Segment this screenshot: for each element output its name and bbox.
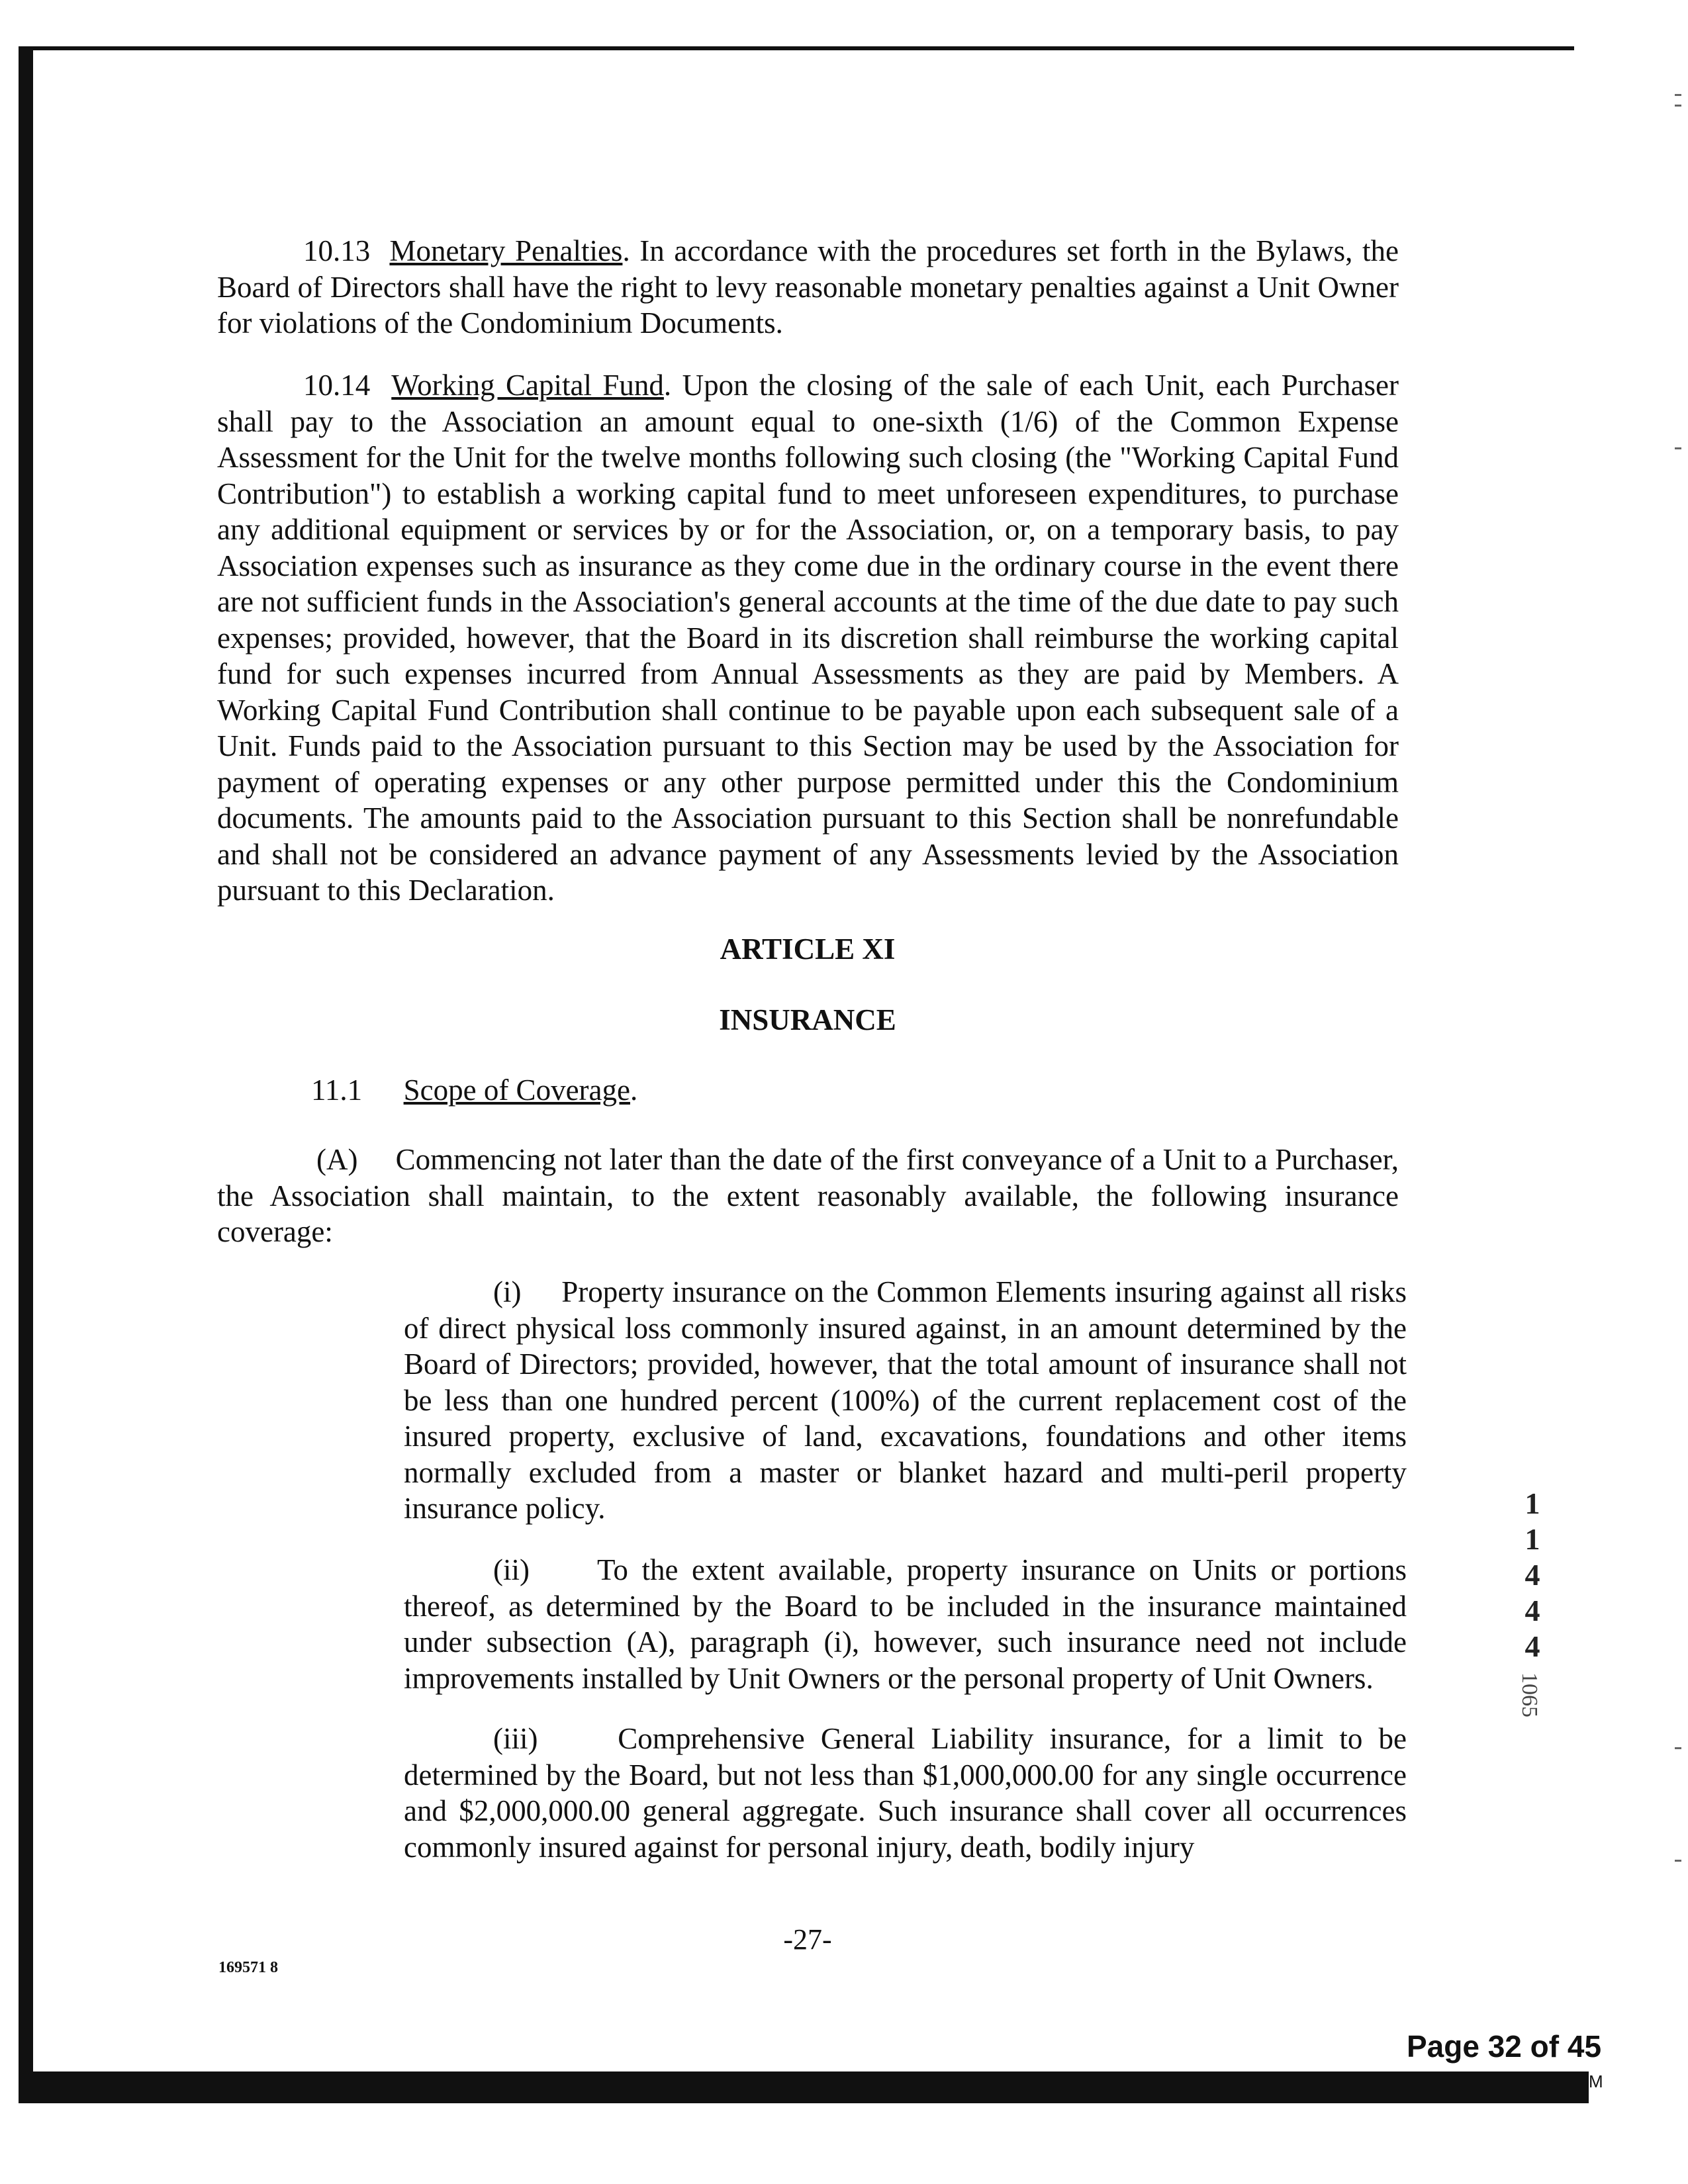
recording-page-number: 1065 (1517, 1672, 1542, 1717)
recording-book-number: 11444 (1524, 1486, 1540, 1663)
page-count: Page 32 of 45 (1407, 2029, 1602, 2064)
scan-border-left (19, 46, 33, 2098)
subparagraph-label: (i) (493, 1275, 522, 1308)
section-title: Working Capital Fund (391, 369, 664, 402)
subparagraph-label: (ii) (493, 1553, 530, 1586)
paragraph-body: Commencing not later than the date of the first conveyance of a Unit to a Purchaser, the Association shall maintain, to the extent reasonably available, the following insurance coverage: (217, 1143, 1399, 1248)
section-title: Scope of Coverage (403, 1073, 630, 1107)
subparagraph-i (404, 1274, 1407, 1527)
subparagraph-ii (404, 1552, 1407, 1696)
subparagraph-label: (iii) (493, 1722, 538, 1755)
scan-border-bottom (19, 2071, 1589, 2103)
section-body: . Upon the closing of the sale of each Unit, each Purchaser shall pay to the Association an amount equal to one-sixth (1/6) of the Common Expense Assessment for the Unit for the twelve months following such closing (the "Working Capital Fund Contribution") to establish a working capital fund to meet unforeseen expenditures, to purchase any additional equipment or services by or for the Association, or, on a temporary basis, to pay Association expenses such as insurance as they come due in the ordinary course in the event there are not sufficient funds in the Association's general accounts at the time of the due date to pay such expenses; provided, however, that the Board in its discretion shall reimburse the working capital fund for such expenses incurred from Annual Assessments as they are paid by Members. A Working Capital Fund Contribution shall continue to be payable upon each subsequent sale of a Unit. Funds paid to the Association pursuant to this Section may be used by the Association for payment of operating expenses or any other purpose permitted under this the Condominium documents. The amounts paid to the Association pursuant to this Section shall be nonrefundable and shall not be considered an advance payment of any Assessments levied by the Association pursuant to this Declaration. (217, 369, 1399, 907)
subparagraph-iii (404, 1721, 1407, 1865)
scan-border-top (19, 46, 1574, 50)
subparagraph-body: Property insurance on the Common Elements insuring against all risks of direct physical loss commonly insured against, in an amount determined by the Board of Directors; provided, however, that the total amount of insurance shall not be less than one hundred percent (100%) of the current replacement cost of the insured property, exclusive of land, excavations, foundations and other items normally excluded from a master or blanket hazard and multi-peril property insurance policy. (404, 1275, 1407, 1525)
scan-tick (1675, 447, 1681, 449)
paragraph-a (217, 1142, 1399, 1250)
section-body: . In accordance with the procedures set forth in the Bylaws, the Board of Directors shall have the right to levy reasonable monetary penalties against a Unit Owner for violations of the Condominium Documents. (217, 234, 1399, 340)
subparagraph-body: Comprehensive General Liability insurance, for a limit to be determined by the Board, but not less than $1,000,000.00 for any single occurrence and $2,000,000.00 general aggregate. Such insurance shall cover all occurrences commonly insured against for personal injury, death, bodily injury (404, 1722, 1407, 1864)
article-heading: ARTICLE XI (720, 933, 896, 966)
scan-tick (1675, 1747, 1681, 1749)
paragraph-label: (A) (316, 1143, 358, 1176)
scan-tick (1675, 105, 1681, 107)
section-10-14 (217, 367, 1399, 909)
scan-edge-mark: M (1589, 2071, 1603, 2091)
section-title-end: . (630, 1073, 638, 1107)
scan-tick (1675, 94, 1681, 96)
section-number: 11.1 (311, 1073, 363, 1107)
section-number: 10.14 (303, 369, 371, 402)
subparagraph-body: To the extent available, property insurance on Units or portions thereof, as determined by the Board to be included in the insurance maintained under subsection (A), paragraph (i), however, such insurance need not include improvements installed by Unit Owners or the personal property of Unit Owners. (404, 1553, 1407, 1695)
article-title: INSURANCE (719, 1003, 896, 1036)
scan-tick (1675, 1860, 1681, 1862)
page-number: -27- (783, 1923, 832, 1956)
section-10-13 (217, 233, 1399, 341)
document-id: 169571 8 (218, 1959, 278, 1976)
section-11-1 (311, 1072, 1238, 1109)
section-number: 10.13 (303, 234, 371, 267)
section-title: Monetary Penalties (389, 234, 623, 267)
